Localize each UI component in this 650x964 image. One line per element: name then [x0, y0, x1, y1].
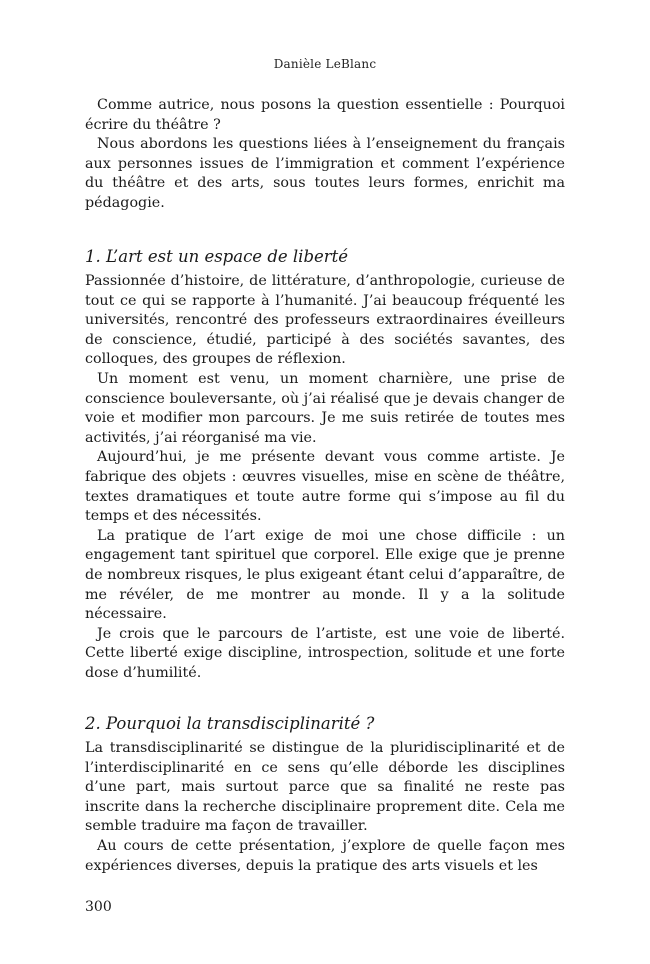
- intro-paragraph-1: Comme autrice, nous posons la question essentielle : Pourquoi écrire du théâtre ?: [85, 97, 565, 133]
- running-head: Danièle LeBlanc: [273, 57, 377, 71]
- section-1-heading: 1. L’art est un espace de liberté: [85, 247, 349, 266]
- book-page: [85, 0, 565, 964]
- section-1-paragraph-1: Passionnée d’histoire, de littérature, d’anthropologie, curieuse de tout ce qui se rapporte à l’humanité. J’ai beaucoup fréquenté les universités, rencontré des professeurs extraordinaires éveilleurs de conscience, étudié, participé à des sociétés savantes, des colloques, des groupes de réflexion.: [85, 273, 565, 368]
- section-1-paragraph-2: Un moment est venu, un moment charnière, une prise de conscience bouleversante, où j’ai réalisé que je devais changer de voie et modifier mon parcours. Je me suis retirée de toutes mes activités, j’ai réorganisé ma vie.: [85, 370, 565, 446]
- intro-paragraph-2: Nous abordons les questions liées à l’enseignement du français aux personnes issues de l’immigration et comment l’expérience du théâtre et des arts, sous toutes leurs formes, enrichit ma pédagogie.: [85, 136, 565, 211]
- section-2-body: [85, 739, 565, 876]
- section-2-paragraph-2: Au cours de cette présentation, j’explore de quelle façon mes expériences diverses, depuis la pratique des arts visuels et les: [85, 837, 565, 874]
- section-1-paragraph-5: Je crois que le parcours de l’artiste, est une voie de liberté. Cette liberté exige discipline, introspection, solitude et une forte dose d’humilité.: [85, 625, 565, 681]
- section-1-body: [85, 272, 565, 683]
- section-2-paragraph-1: La transdisciplinarité se distingue de la pluridisciplinarité et de l’interdisciplinarité en ce sens qu’elle déborde les disciplines d’une part, mais surtout parce que sa finalité ne reste pas inscrite dans la recherche disciplinaire proprement dite. Cela me semble traduire ma façon de travailler.: [85, 740, 565, 835]
- section-2-heading: 2. Pourquoi la transdisciplinarité ?: [85, 714, 375, 733]
- section-1-paragraph-3: Aujourd’hui, je me présente devant vous comme artiste. Je fabrique des objets : œuvres visuelles, mise en scène de théâtre, textes dramatiques et toute autre forme qui s’impose au fil du temps et des nécessités.: [85, 449, 565, 525]
- intro-block: [85, 96, 565, 214]
- page-number: 300: [85, 899, 112, 915]
- section-1-paragraph-4: La pratique de l’art exige de moi une chose difficile : un engagement tant spirituel que corporel. Elle exige que je prenne de nombreux risques, le plus exigeant étant celui d’apparaître, de me révéler, de me montrer au monde. Il y a la solitude nécessaire.: [85, 527, 565, 623]
